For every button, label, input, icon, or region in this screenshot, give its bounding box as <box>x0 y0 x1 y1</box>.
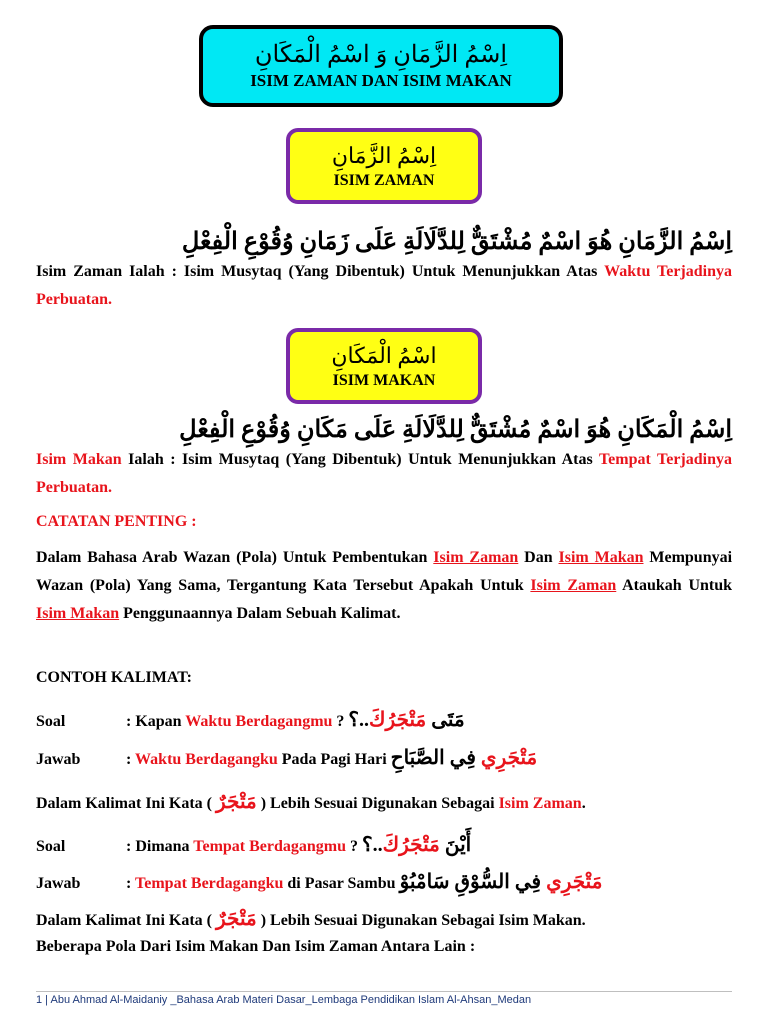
soal-1-highlight: Waktu Berdagangmu <box>185 713 333 730</box>
jawab-1-text: Pada Pagi Hari <box>277 751 391 768</box>
isim-makan-def-highlight: Tempat Terjadinya Perbuatan. <box>36 451 733 496</box>
jawab-2-arabic <box>400 871 603 893</box>
catatan-text-1: Dalam Bahasa Arab Wazan (Pola) Untuk Pembentukan <box>36 549 434 566</box>
footer-divider <box>36 991 732 992</box>
isim-zaman-box-arabic: اِسْمُ الزَّمَانِ <box>331 143 437 168</box>
kesimpulan-1-highlight: Isim Zaman <box>498 795 582 812</box>
kesimpulan-1-period: . <box>581 795 586 812</box>
soal-1-arabic-a: مَتَى <box>426 709 465 731</box>
soal-2-highlight: Tempat Berdagangmu <box>193 838 347 855</box>
soal-2-arabic-red: مَتْجَرُكَ <box>382 834 440 856</box>
soal-2-arabic <box>362 834 471 856</box>
catatan-heading: CATATAN PENTING : <box>36 513 197 530</box>
soal-label: Soal <box>36 713 66 730</box>
jawab-label: Jawab <box>36 875 81 892</box>
kesimpulan-1-arabic: مَتْجَرٌ <box>216 791 257 813</box>
footer-text: Abu Ahmad Al-Maidaniy _Bahasa Arab Materi Dasar_Lembaga Pendidikan Islam Al-Ahsan_Medan <box>50 994 532 1006</box>
catatan-text-2: Dan <box>518 549 559 566</box>
isim-makan-def-term: Isim Makan <box>36 451 122 468</box>
soal-label: Soal <box>36 838 66 855</box>
jawab-2-text: di Pasar Sambu <box>283 875 400 892</box>
soal-1-text: Kapan <box>135 713 186 730</box>
kesimpulan-2-text-a: Dalam Kalimat Ini Kata ( <box>36 912 216 929</box>
soal-2-text: Dimana <box>135 838 194 855</box>
title-arabic: اِسْمُ الزَّمَانِ وَ اسْمُ الْمَكَانِ <box>254 42 508 68</box>
closing-line: Beberapa Pola Dari Isim Makan Dan Isim Zaman Antara Lain : <box>36 938 476 955</box>
soal-2-arabic-a: أَيْنَ <box>439 834 472 856</box>
kesimpulan-1-text-a: Dalam Kalimat Ini Kata ( <box>36 795 216 812</box>
jawab-1-highlight: Waktu Berdagangku <box>135 751 278 768</box>
catatan-text-3: Mempunyai Wazan (Pola) Yang Sama, Tergantung Kata Tersebut Apakah Untuk <box>36 549 733 594</box>
soal-1-arabic <box>348 709 464 731</box>
colon: : <box>126 713 136 730</box>
colon: : <box>126 838 136 855</box>
page-number: 1 <box>36 994 43 1006</box>
isim-zaman-arabic-definition: اِسْمُ الزَّمَانِ هُوَ اسْمٌ مُشْتَقٌّ لِلدَّلَالَةِ عَلَى زَمَانِ وُقُوْعِ الْفِعْلِ <box>181 229 732 255</box>
isim-makan-box-latin: ISIM MAKAN <box>332 372 436 389</box>
title-latin: ISIM ZAMAN DAN ISIM MAKAN <box>250 71 512 90</box>
kesimpulan-2-arabic: مَتْجَرٌ <box>216 908 257 930</box>
catatan-isim-zaman-2: Isim Zaman <box>530 577 617 594</box>
jawab-2-arabic-red: مَتْجَرِي <box>541 871 603 893</box>
isim-zaman-box-latin: ISIM ZAMAN <box>333 172 435 189</box>
soal-2 <box>36 833 732 859</box>
jawab-1 <box>36 746 732 772</box>
footer-separator: | <box>42 994 51 1006</box>
catatan-text-4: Ataukah Untuk <box>616 577 733 594</box>
soal-1-arabic-red: مَتْجَرُكَ <box>369 709 427 731</box>
soal-1-arabic-b: ..؟ <box>348 709 370 731</box>
isim-zaman-box <box>286 128 482 204</box>
title-box <box>199 25 563 107</box>
page-footer <box>36 994 732 1006</box>
jawab-2-arabic-black: فِي السُّوْقِ سَامْبُوْ <box>399 871 542 893</box>
isim-makan-arabic-definition: اِسْمُ الْمَكَانِ هُوَ اسْمٌ مُشْتَقٌّ لِلدَّلَالَةِ عَلَى مَكَانِ وُقُوْعِ الْفِعْلِ <box>179 417 732 443</box>
colon: : <box>126 751 136 768</box>
isim-makan-def-text: Ialah : Isim Musytaq (Yang Dibentuk) Untuk Menunjukkan Atas <box>121 451 599 468</box>
soal-2-arabic-b: ..؟ <box>362 834 383 856</box>
contoh-heading: CONTOH KALIMAT: <box>36 669 193 686</box>
isim-makan-definition <box>36 446 732 502</box>
soal-2-qmark: ? <box>346 838 363 855</box>
catatan-paragraph <box>36 544 732 628</box>
catatan-isim-makan-1: Isim Makan <box>558 549 644 566</box>
isim-zaman-def-highlight: Waktu Terjadinya Perbuatan. <box>36 263 732 308</box>
colon: : <box>126 875 136 892</box>
kesimpulan-1 <box>36 790 732 816</box>
soal-1-qmark: ? <box>332 713 349 730</box>
jawab-1-arabic <box>391 747 538 769</box>
isim-zaman-def-text: Isim Zaman Ialah : Isim Musytaq (Yang Dibentuk) Untuk Menunjukkan Atas <box>36 263 605 280</box>
kesimpulan-2-text-b: ) Lebih Sesuai Digunakan Sebagai Isim Makan. <box>256 912 586 929</box>
jawab-1-arabic-red: مَتْجَرِي <box>475 747 538 769</box>
kesimpulan-1-text-b: ) Lebih Sesuai Digunakan Sebagai <box>256 795 499 812</box>
jawab-2-highlight: Tempat Berdagangku <box>135 875 284 892</box>
jawab-label: Jawab <box>36 751 81 768</box>
soal-1 <box>36 708 732 734</box>
catatan-isim-zaman-1: Isim Zaman <box>433 549 519 566</box>
jawab-2 <box>36 870 732 896</box>
isim-makan-box <box>286 328 482 404</box>
isim-zaman-definition <box>36 258 732 314</box>
isim-makan-box-arabic: اسْمُ الْمَكَانِ <box>331 343 437 368</box>
catatan-isim-makan-2: Isim Makan <box>36 605 120 622</box>
kesimpulan-2 <box>36 907 732 933</box>
catatan-text-5: Penggunaannya Dalam Sebuah Kalimat. <box>119 605 401 622</box>
jawab-1-arabic-black: فِي الصَّبَاحِ <box>390 747 476 769</box>
